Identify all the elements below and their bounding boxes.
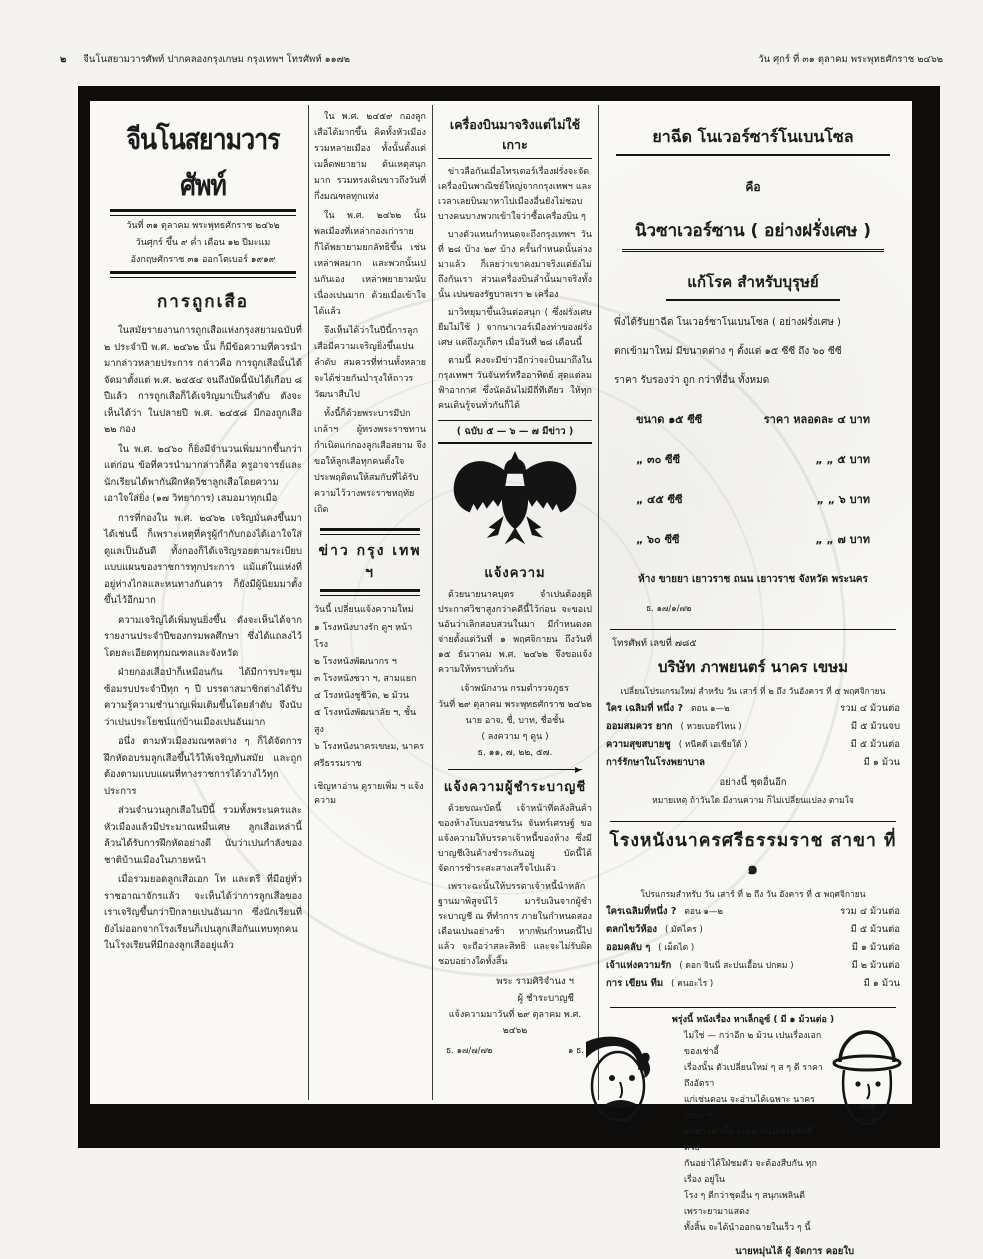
medicine-ad-title: ยาฉีด โนเวอร์ซาร์โนเบนโซล [616,125,890,156]
medicine-ad-line2: ตกเข้ามาใหม่ มีขนาดต่าง ๆ ตั้งแต่ ๑๕ ซีซี ถึง ๖๐ ซีซี [614,346,842,357]
cinema1-note: หมายเหตุ ถ้าวันใด มีงานความ ก็ไม่เปลี่ยนแปลง ตามใจ [652,796,854,806]
medicine-ad-name: นิวซาเวอร์ซาน ( อย่างฝรั่งเศษ ) [622,217,884,252]
cinema2-title: โรงหนังนาครศรีธรรมราช สาขา ที่ ๑ [609,831,897,879]
medicine-ad [606,125,900,615]
movie-row-reels: มี ๕ ม้วนจบ [850,721,900,732]
movie-row-note: ตอน ๑—๒ [691,704,730,714]
article-paragraph: บางตัวแทนกำหนดจะถึงกรุงเทพฯ วันที่ ๒๘ บ้าง ๒๙ บ้าง ครั้นกำหนดนั้นล่วงมาแล้ว ก็เลยว่าเขาคงมาจริงแต่ยังไม่ถึงกันเรา ส่วนเครื่องบินลำนั้นมาจริงทั้งนั้น เปนของรัฐบาลเรา ๒ เครื่อง [438,230,592,300]
price-row [636,450,870,468]
movie-row [606,939,900,957]
movie-row-title: ใครเฉลิมที่หนึ่ง ? [606,906,677,917]
signature-line: วันที่ ๒๙ ตุลาคม พระพุทธศักราช ๒๔๖๒ [438,700,592,710]
movie-row-title: ตลกไขว้ห้อง [606,924,657,935]
medicine-ad-line3: ราคา รับรองว่า ถูก กว่าที่อื่น ทั้งหมด [614,375,770,386]
news-item: ๑ โรงหนังบางรัก ดูฯ หน้าโรง [314,623,413,650]
article-paragraph: ใน พ.ศ. ๒๔๕๙ กองลูกเสือได้มากขึ้น คิดทั้งหัวเมืองรวมหลายเมือง ทั้งนั้นตั้งแต่เมล็ดพยายาม ต้นเหตุสนุกมาก รวมทรงเดินขาวถึงวันที่กึ่งมณฑลทุกแห่ง [314,112,426,202]
signature-line: เจ้าพนักงาน กรมตำรวจภูธร [461,684,569,694]
news-intro: วันนี้ เปลี่ยนแจ้งความใหม่ [314,605,414,615]
bowler-hat-man-face-icon [828,1022,906,1150]
news-item: ๕ โรงหนังพัฒนาลัย ฯ, ชั้นสูง [314,708,417,735]
masthead-title: จีนโนสยามวารศัพท์ [126,122,280,203]
medicine-ad-ref: ธ. ๑๗/๑/๗๒ [646,604,692,614]
cinema2-tail [606,1028,900,1259]
article-paragraph: ในสมัยรายงานการถูกเสือแห่งกรุงสยามฉบับที่ ๒ ประจำปี พ.ศ. ๒๔๖๒ นั้น ก็มีข้อความที่ควรนำมากล่าวหลายประการ กล่าวคือ การถูกเสือนั้นได้จัดมาตั้งแต่ พ.ศ. ๒๔๕๔ จนถึงบัดนี้นับได้เกือบ ๘ ปีแล้ว การถูกเสือก็ได้เจริญมาเป็นลำดับ ดังจะเห็นได้ว่า ในปลายปี พ.ศ. ๒๔๕๘ มีกองถูกเสือ ๒๒ กอง [104,325,302,435]
masthead-datelines [104,218,302,269]
movie-row-reels: มี ๕ ม้วนต่อ [850,924,900,935]
running-header-left [60,52,350,76]
cinema1-phone: โทรศัพท์ เลขที่ ๗๘๕ [612,638,697,649]
movie-row-note: ( หวยเบอร์ไหน ) [680,722,742,732]
movie-row-note: ตอน ๑—๒ [684,907,724,917]
news-item: ๒ โรงหนังพัฒนากร ฯ [314,657,397,667]
price-row-right: „ „ ๕ บาท [815,453,870,466]
price-row [636,490,870,508]
news-footer: เชิญหาอ่าน ดูรายเพิ่ม ฯ แจ้งความ [314,782,424,806]
cinema1-program: เปลี่ยนโปรแกรมใหม่ สำหรับ วัน เสาร์ ที่ ๒ ถึง วันอังคาร ที่ ๕ พฤศจิกายน [620,687,886,697]
price-row-left: „ ๓๐ ซีซี [636,453,681,466]
news-box-title: ข่าว กรุง เทพ ฯ [318,543,422,581]
cinema2-movie-list [606,903,900,993]
article-paragraph: ใน พ.ศ. ๒๔๖๒ นั้น พลเมืองที่เหล่ากองเก่าราย ก็ได้พยายามยกลัทธิขึ้น เช่นเหล่าพลมาก และพวกนั้นเปนกันเอง เหล่าพยายามนับเนื่องเปนมาก ด้วยเมื่อเข้าใจได้แล้ว [314,211,426,317]
signature-line: ธ. ๑๑, ๗, ๒๒, ๕๗. [477,748,553,758]
ad-divider-1 [610,629,896,630]
movie-row [606,975,900,993]
article-paragraph: ข่าวลือกันเมื่อไทรเตอร์เรื่องฝรั่งจะจัดเครื่องบินพาณิชย์ใหญ่จากกรุงเทพฯ และเวลาเลยบินมาหาไปเมืองอื่นยังไม่ชอบ บางคนบางพวกเข้าใจว่าซื้อเครื่องบิน ๆ [438,167,592,222]
movie-row [606,718,900,736]
notice-paragraph: เพราะฉะนั้นให้บรรดาเจ้าหนี้นำหลักฐานมาพิสูจน์ไว้ มารับเงินจากผู้ชำระบาญชี ณ ที่ทำการ ภายในกำหนดสองเดือนเปนอย่างช้า หากพ้นกำหนดนี้ไปแล้ว จะถือว่าสละสิทธิ และจะไม่รับผิดชอบอย่างใดทั้งสิ้น [438,882,592,967]
newspaper-page [90,101,912,1257]
notice2-date: แจ้งความมาวันที่ ๒๙ ตุลาคม พ.ศ. ๒๔๖๒ [448,1010,582,1036]
column-2 [314,109,426,1098]
price-row [636,530,870,548]
tail-line: โรง ๆ ดีกว่าชุดอื่น ๆ สนุกเพลินดี เพราะยามาแสดง [684,1191,805,1217]
notice2-ref-left: ธ. ๑๗/๗/๗๒ [446,1046,493,1056]
masthead-rule-bottom [110,271,296,278]
notice2-signature: พระ รามศิริจำนง ฯ [496,976,574,987]
cinema1-more: อย่างนี้ ชุดอื่นอีก [719,777,787,788]
news-rule-top [320,528,420,535]
cinema1-movie-list [606,700,900,771]
cinema1-title: บริษัท ภาพยนตร์ นาคร เขษม [658,658,848,676]
running-header [60,52,943,76]
movie-row [606,903,900,921]
running-header-left-text: จีนโนสยามวารศัพท์ ปากคลองกรุงเกษม กรุงเทพฯ โทรศัพท์ ๑๑๗๒ [83,54,351,65]
article-paragraph: ใน พ.ศ. ๒๔๖๐ ก็ยิ่งมีจำนวนเพิ่มมากขึ้นกว่าแต่ก่อน ข้อที่ควรนำมากล่าวก็คือ ครูอาจารย์และนักเรียนได้พากันฝึกหัดวิชาลูกเสือโดยความเอาใจใส่ยิ่ง (๑๗ วิทยาการ) เสมอมาทุกเมื่อ [104,443,302,504]
notice-paragraph: ด้วยขณะบัดนี้ เจ้าหน้าที่คลังสินค้าของห้างโบเบอรซนวัน จันทร์เศรษฐ์ ขอแจ้งความให้บรรดาเจ้าหนี้ของห้าง ซึ่งมีบาญชีเงินค้างชำระกันอยู่ บัดนี้ได้จัดการชำระสะสางเสร็จไปแล้ว [438,804,592,874]
movie-row-reels: มี ๑ ม้วน [863,978,900,989]
airplane-body [438,165,592,414]
notice1-body [438,588,592,678]
article-heading: การถูกเสือ [157,292,249,312]
masthead-dateline: วันศุกร์ ขึ้น ๙ ค่ำ เดือน ๑๒ ปีมะแม [135,238,271,248]
article-paragraph: ฝ่ายกองเสือป่าก็เหมือนกัน ได้มีการประชุมซ้อมรบประจำปีทุก ๆ ปี บรรดาสมาชิกต่างได้รับความรู้ความชำนาญเพิ่มเติมขึ้นโดยลำดับ จึงนับว่าเปนประโยชน์แก่บ้านเมืองเปนอันมาก [104,667,302,728]
notice2-ref-row [438,1043,592,1057]
news-item: ๖ โรงหนังนาครเขษม, นาครศรีธรรมราช [314,742,425,769]
page-number: ๒ [60,54,67,65]
movie-row [606,700,900,718]
cinema2-divider [610,1007,896,1008]
medicine-price-table [606,410,900,548]
masthead-dateline: วันที่ ๓๑ ตุลาคม พระพุทธศักราช ๒๔๖๒ [126,221,280,231]
news-items [314,620,426,773]
movie-row-reels: มี ๕ ม้วนต่อ [850,739,900,750]
medicine-ad-claim: แก้โรค สำหรับบุรุษย์ [666,270,840,301]
cinema2-manager-signature: นายหมุ่นไล้ ผู้ จัดการ คอยใบ [735,1246,854,1257]
notice-divider [448,769,582,770]
masthead-dateline: อังกฤษศักราช ๓๑ ออกโตเบอร์ ๑๙๑๙ [130,255,276,265]
running-header-right: วัน ศุกร์ ที่ ๓๑ ตุลาคม พระพุทธศักราช ๒๔๖๒ [758,54,943,65]
movie-row-note: ( ดอก จินนี่ สะปนเอื้อน ปกคม ) [679,961,794,971]
movie-row-reels: รวม ๔ ม้วนต่อ [840,906,900,917]
movie-row-title: ความสุขสบายชู [606,739,671,750]
movie-row-reels: มี ๑ ม้วนต่อ [851,942,900,953]
tail-line: ไม่ใช่ — กว่าอีก ๒ ม้วน เปนเรื่องเอกของเช่าอี้ [684,1031,822,1057]
movie-row-note: ( หนีคดี เอเชียใต้ ) [678,740,748,750]
notice-paragraph: ด้วยนายนาคบุตร จำเปนต้องยุติประกาศวิชาสูงกว่าคดีนี้ไว้ก่อน จะขอเปนอันว่าเลิกสอบสวนในมา มีกำหนดงดจ่ายตั้งแต่วันที่ ๑ พฤศจิกายน ถึงวันที่ ๑๕ ธันวาคม พ.ศ. ๒๔๖๒ จึงขอแจ้งความให้ทราบทั่วกัน [438,590,592,675]
column-3 [438,109,592,1098]
price-row-right: ราคา หลอดละ ๔ บาท [763,413,870,426]
article-paragraph: อนึ่ง ตามหัวเมืองมณฑลต่าง ๆ ก็ได้จัดการฝึกหัดอบรมลูกเสือขึ้นไว้ให้เจริญทันสมัย และถูกต้องตามแบบแผนที่ทางราชการได้วางไว้ทุกประการ [104,736,302,797]
tail-line: แก่เช่นตอน จะอ่านได้เฉพาะ นาครเขษม ฯ [684,1095,815,1121]
notice2-heading: แจ้งความผู้ชำระบาญชี [443,780,587,795]
bangkok-news-box [314,528,426,807]
article-body [104,323,302,955]
notice2-signature-role: ผู้ ชำระบาญชี [517,993,574,1004]
tail-line: ทั้งสิ้น จะได้นำออกฉายในเร็ว ๆ นี้ [684,1223,811,1233]
tail-line: สาขา เท่านั้น ดูเนย หนังกรรมสิทธิ์ ด้วย [684,1127,813,1153]
price-row-left: „ ๔๕ ซีซี [636,493,683,506]
photo-note: ( ฉบับ ๕ — ๖ — ๗ มีข่าว ) [438,420,592,444]
news-item: ๓ โรงหนังชวา ฯ, สามแยก [314,674,417,684]
article-paragraph: จึงเห็นได้ว่าในปีนี้การลูกเสือมีความเจริญยิ่งขึ้นเปนลำดับ สมควรที่ท่านทั้งหลายจะได้ช่วยกันบำรุงให้ถาวรวัฒนาสืบไป [314,326,426,400]
article-paragraph: เมื่อรวมยอดลูกเสือเอก โท และตรี ที่มีอยู่ทั่วราชอาณาจักรแล้ว จะเห็นได้ว่าการลูกเสือของเราเจริญขึ้นกว่าปีกลายเปนอันมาก ซึ่งนักเรียนที่ยังไม่ออกจากโรงเรียนก็เปนลูกเสือกันแทบทุกคน ในโรงเรียนที่มีกองลูกเสืออยู่แล้ว [104,874,302,951]
article-continuation [314,109,426,518]
price-row [636,410,870,428]
ad-divider-2 [610,821,896,822]
movie-row-note: ( เม็ดไต ) [658,943,695,953]
movie-row-title: การ์รักษาในโรงพยาบาล [606,757,705,768]
movie-row [606,736,900,754]
tail-line: กันอย่าได้ใฝ่ชมตัว จะต้องสืบกัน ทุกเรื่อง อยู่ใน [684,1159,817,1185]
mustache-man-face-icon [592,1034,666,1156]
movie-row-reels: มี ๑ ม้วน [863,757,900,768]
cinema2-teaser: พรุ่งนี้ หนังเรื่อง หาเล็กอูซ์ ( มี ๑ ม้วนต่อ ) [671,1015,835,1025]
movie-row-reels: รวม ๔ ม้วนต่อ [840,703,900,714]
signature-line: ( ลงความ ๆ ดูน ) [481,732,549,742]
medicine-ad-address: ห้าง ขายยา เยาวราช ถนน เยาวราช จังหวัด พระนคร [638,574,868,585]
article-paragraph: ความเจริญได้เพิ่มพูนยิ่งขึ้น ดังจะเห็นได้จากรายงานประจำปีของกรมพลศึกษา ซึ่งได้แถลงไว้โดยละเอียดทุกมณฑลและจังหวัด [104,614,302,659]
price-row-left: „ ๖๐ ซีซี [636,533,680,546]
garuda-emblem-icon [438,450,592,558]
movie-row-reels: มี ๒ ม้วนต่อ [851,960,900,971]
movie-row [606,957,900,975]
newspaper-page-frame [78,86,940,1257]
notice1-signatures [438,681,592,761]
column-rule-1 [308,105,309,1100]
signature-line: นาย อาจ, ชื่, บาท, ชื่อชั้น [465,716,565,726]
movie-row-title: เจ้าแห่งความรัก [606,960,672,971]
article-paragraph: ทั้งนี้ก็ด้วยพระบารมีปกเกล้าฯ ผู้ทรงพระราชทานกำเนิดแก่กองลูกเสือสยาม จึงขอให้ลูกเสือทุกคนตั้งใจประพฤติตนให้สมกับที่ได้รับความไว้วางพระราชหฤทัยเถิด [314,409,426,515]
article-paragraph: การที่กองใน พ.ศ. ๒๔๖๒ เจริญมั่นคงขึ้นมาได้เช่นนี้ ก็เพราะเหตุที่ครูผู้กำกับกองได้เอาใจใส่ดูแลเป็นอันดี ทั้งกองก็ได้เจริญรอยตามระเบียบแบบแผนของราชการทุกประการ แม้แต่ในแห่งที่อยู่ห่างไกลและหนทางกันดาร ก็ยังมีผู้นิยมมาตั้งขึ้นไว้อีกมาก [104,512,302,606]
movie-row-note: ( คนอะไร ) [671,979,714,989]
medicine-ad-kue: คือ [745,180,761,194]
price-row-left: ขนาด ๑๕ ซีซี [636,413,703,426]
news-item: ๔ โรงหนังชูชีวิต, ๒ ม้วน [314,691,409,701]
notice2-body [438,802,592,970]
cinema2-program: โปรแกรมสำหรับ วัน เสาร์ ที่ ๒ ถึง วัน อังคาร ที่ ๕ พฤศจิกายน [640,890,866,900]
column-1 [104,109,302,1098]
column-rule-3 [598,105,599,1100]
notice1-heading: แจ้งความ [484,566,546,581]
movie-row-title: ออมคลับ ๆ [606,942,651,953]
column-4-ads [606,109,900,1257]
masthead-rule-top [110,209,296,216]
price-row-right: „ „ ๗ บาท [815,533,870,546]
article-paragraph: ตามนี้ คงจะมีข่าวอีกว่าจะบินมาถึงในกรุงเทพฯ วันจันทร์หรืออาทิตย์ สุดแต่ลมฟ้าอากาศ ซึ่งนัดอันไม่มีถี่ทีเดียว ให้ทุกคนเดินรู้จนทั่วกันก็ได้ [438,356,592,411]
column-rule-2 [432,105,433,1100]
airplane-headline: เครื่องบินมาจริงแต่ไม่ใช้เกาะ [438,115,592,159]
movie-row-title: ใคร เฉลิมที่ หนึ่ง ? [606,703,683,714]
article-paragraph: มาวิทยุมาขึ้นเงินต่อสนุก ( ซึ่งฝรั่งเศษยืมไม่ใช้ ) จากนาเวอร์เมืองท่าของฝรั่งเศษ แต่ถึงภูเก็ตฯ เมื่อวันที่ ๒๘ เดือนนี้ [438,308,592,348]
medicine-ad-line1: พึ่งได้รับยาฉีด โนเวอร์ซาโนเบนโซล ( อย่างฝรั่งเศษ ) [614,317,841,328]
movie-row [606,754,900,771]
cinema-ad-2 [606,826,900,1259]
cinema-ad-1 [606,636,900,807]
article-paragraph: ส่วนจำนวนลูกเสือในปีนี้ รวมทั้งพระนครและหัวเมืองแล้วมีประมาณหมื่นเศษ ลูกเสือเหล่านี้ล้วนได้รับการฝึกหัดอย่างดี นับว่าเปนกำลังของชาติบ้านเมืองในภายหน้า [104,805,302,866]
movie-row-note: ( มัคไคร ) [664,925,703,935]
movie-row-title: การ เขียน ทีม [606,978,664,989]
movie-row-title: ออมสมควร ยาก [606,721,673,732]
movie-row [606,921,900,939]
cinema2-tail-text [684,1028,828,1236]
notice2-ref-right: ๑ ธ. [568,1046,584,1056]
price-row-right: „ „ ๖ บาท [816,493,870,506]
news-rule-bottom [320,589,420,596]
tail-line: เรื่องนั้น ตัวเปลี่ยนใหม่ ๆ ส ๆ ดี ราคาถึงอัตรา [684,1063,823,1089]
